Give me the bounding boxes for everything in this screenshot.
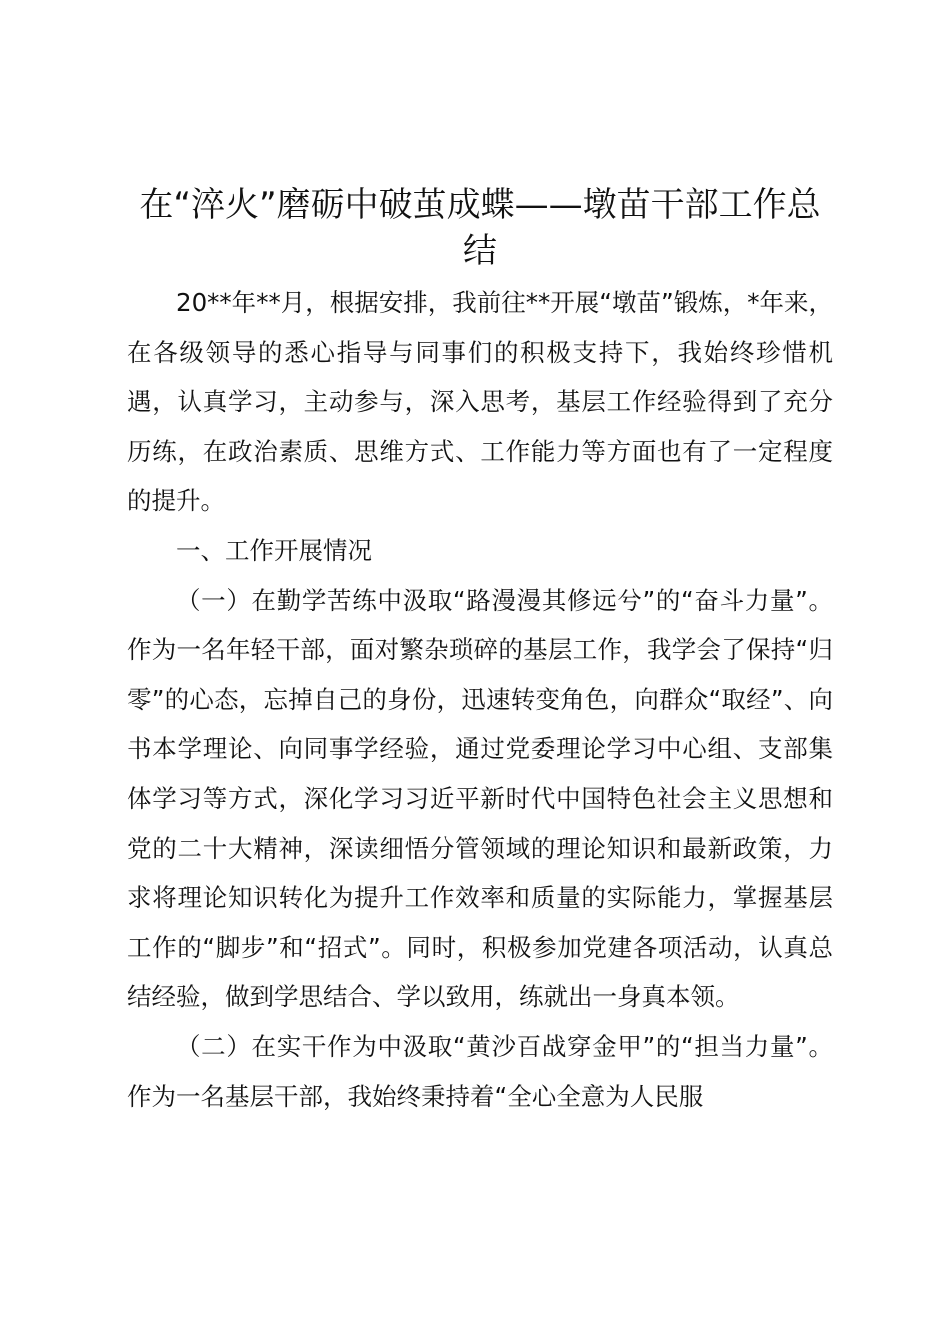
intro-paragraph: 20**年**月，根据安排，我前往**开展“墩苗”锻炼，*年来，在各级领导的悉心指导与同事们的积极支持下，我始终珍惜机遇，认真学习，主动参与，深入思考，基层工作经验得到了充分历练，在政治素质、思维方式、工作能力等方面也有了一定程度的提升。: [127, 288, 833, 516]
subsection-paragraph-1: （一）在勤学苦练中汲取“路漫漫其修远兮”的“奋斗力量”。作为一名年轻干部，面对繁杂琐碎的基层工作，我学会了保持“归零”的心态，忘掉自己的身份，迅速转变角色，向群众“取经”、向书本学理论、向同事学经验，通过党委理论学习中心组、支部集体学习等方式，深化学习习近平新时代中国特色社会主义思想和党的二十大精神，深读细悟分管领域的理论知识和最新政策，力求将理论知识转化为提升工作效率和质量的实际能力，掌握基层工作的“脚步”和“招式”。同时，积极参加党建各项活动，认真总结经验，做到学思结合、学以致用，练就出一身真本领。: [127, 585, 833, 1012]
document-title: 在“淬火”磨砺中破茧成蝶——墩苗干部工作总结: [139, 185, 821, 271]
document-body: [127, 182, 833, 1121]
subsection-paragraph-2: （二）在实干作为中汲取“黄沙百战穿金甲”的“担当力量”。作为一名基层干部，我始终秉持着“全心全意为人民服: [127, 1031, 833, 1111]
section-heading-work-status: 一、工作开展情况: [176, 535, 372, 565]
